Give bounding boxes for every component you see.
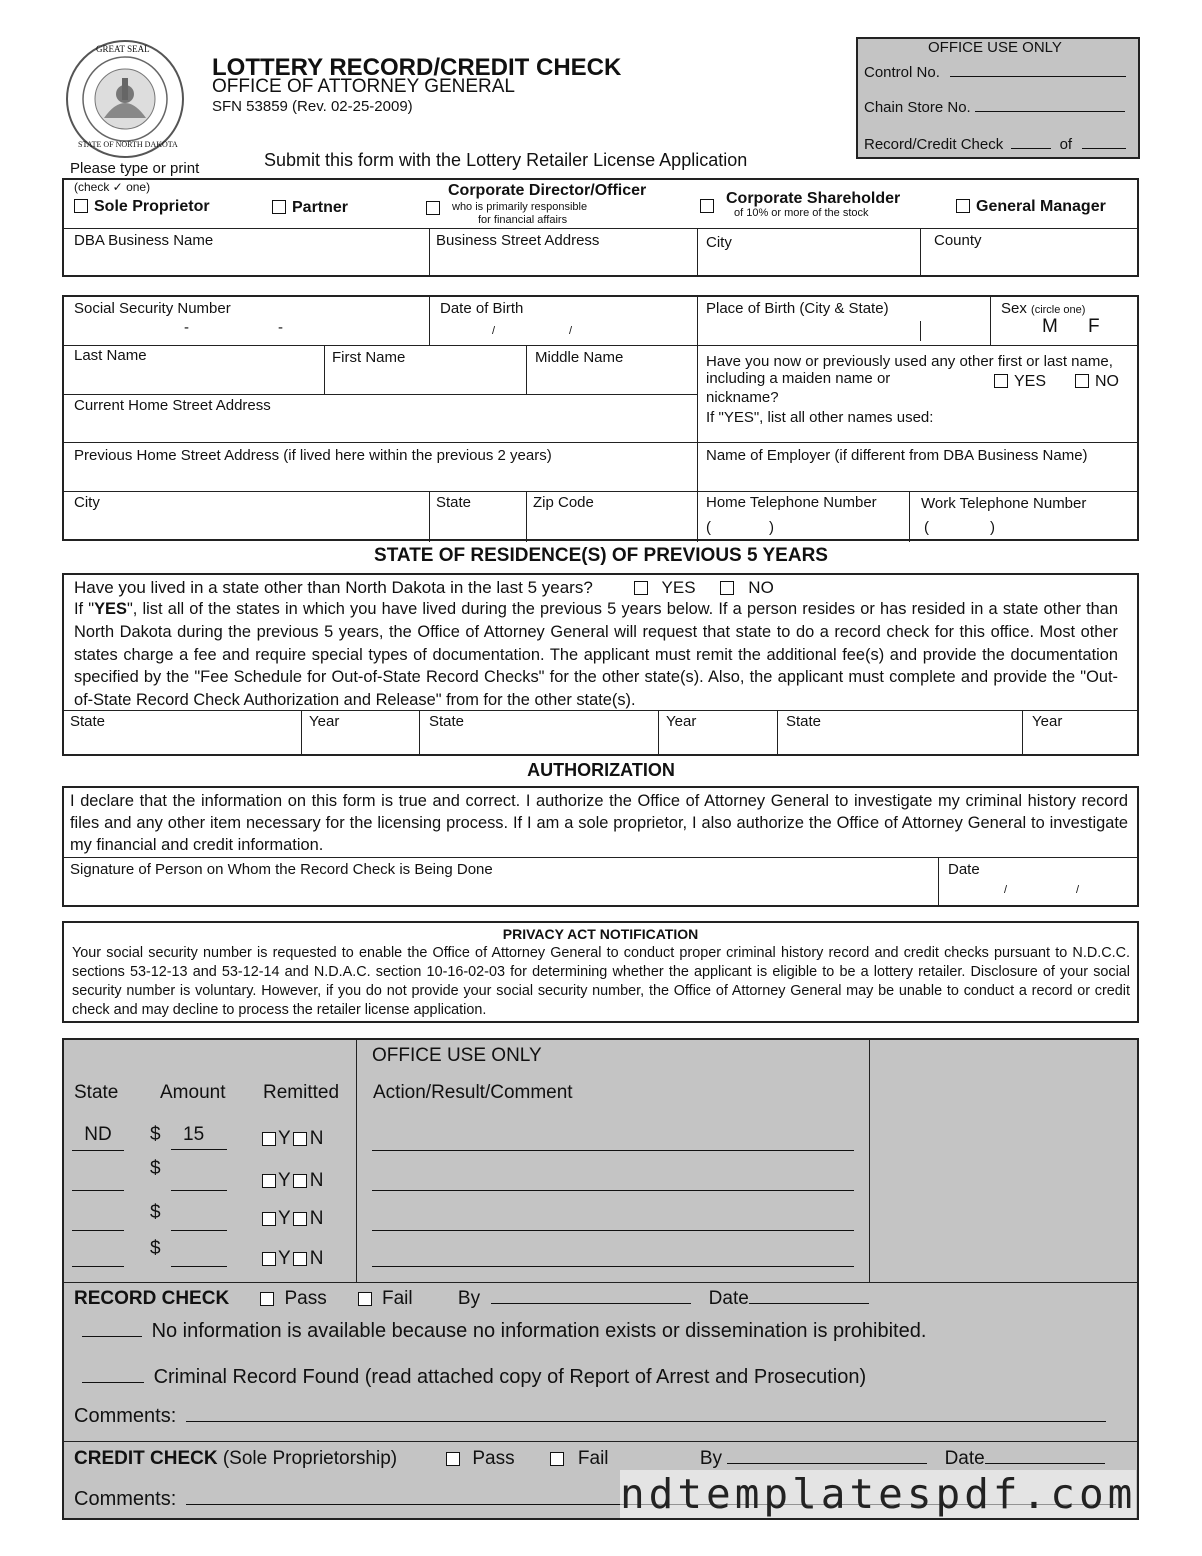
residence-state-3[interactable]: State bbox=[786, 713, 822, 730]
col-action: Action/Result/Comment bbox=[373, 1082, 573, 1103]
please-type-note: Please type or print bbox=[70, 160, 200, 177]
residence-instructions: If "YES", list all of the states in which you have lived during the previous 5 years below. If a person resides or has resided in a state other than North Dakota during the previous 5 years, the Office of Attorney General will request that state to do a record check for this office. Most other states charge a fee and require special types of documentation. The applicant must remit the additional fee(s) and provide the documentation specified by the "Fee Schedule for Out-of-State Record Checks" for the other state(s). Also, the applicant must complete and provide the "Out-of-State Record Check Authorization and Release" from for the other state(s). bbox=[74, 600, 1118, 710]
watermark: ndtemplatespdf.com bbox=[620, 1470, 1137, 1518]
record-comments-row[interactable] bbox=[74, 1405, 1106, 1428]
other-names-question-4: If "YES", list all other names used: bbox=[706, 409, 934, 426]
dollar-sign: $ bbox=[150, 1124, 161, 1145]
credit-comments-label: Comments: bbox=[74, 1488, 177, 1510]
seal-bottom-text: STATE OF NORTH DAKOTA bbox=[78, 140, 178, 149]
authorization-box bbox=[62, 786, 1139, 907]
credit-check-date-line[interactable] bbox=[985, 1447, 1105, 1464]
checkbox[interactable] bbox=[720, 581, 734, 595]
ssn-separator: - bbox=[278, 319, 283, 336]
previous-address-field[interactable]: Previous Home Street Address (if lived here within the previous 2 years) bbox=[74, 447, 552, 464]
home-city-field[interactable]: City bbox=[74, 494, 100, 511]
ssn-separator: - bbox=[184, 319, 189, 336]
residence-section-title: STATE OF RESIDENCE(S) OF PREVIOUS 5 YEARS bbox=[374, 545, 828, 566]
record-check-by-line[interactable] bbox=[491, 1287, 691, 1304]
checkbox[interactable] bbox=[272, 200, 286, 214]
fee-row-amount[interactable] bbox=[171, 1158, 227, 1191]
date-separator: / bbox=[1004, 884, 1008, 896]
fee-row-amount[interactable] bbox=[171, 1202, 227, 1231]
ssn-field[interactable]: Social Security Number bbox=[74, 300, 231, 317]
paren: ) bbox=[769, 519, 774, 536]
fee-row[interactable] bbox=[72, 1124, 862, 1154]
credit-check-pass[interactable]: Pass bbox=[446, 1448, 514, 1469]
action-line[interactable] bbox=[372, 1238, 854, 1267]
dollar-sign: $ bbox=[150, 1238, 161, 1259]
checkbox[interactable] bbox=[293, 1252, 307, 1266]
privacy-text: Your social security number is requested to enable the Office of Attorney General to conduct proper criminal history record and credit checks pursuant to N.D.C.C. sections 53-12-13 and 53-12-14 and N.D.A.C. section 10-16-02-03 for determining whether the applicant is eligible to be a lottery retailer. Disclosure of your social security number is voluntary. However, if you do not provide your social security number, the Office of Attorney General may be unable to conduct a record or credit check and may decline to process the retailer license application. bbox=[72, 945, 1130, 1018]
checkbox[interactable] bbox=[1075, 374, 1089, 388]
checkbox[interactable] bbox=[293, 1174, 307, 1188]
no-info-row[interactable] bbox=[82, 1320, 926, 1343]
personal-info-box bbox=[62, 295, 1139, 541]
criminal-found-text: Criminal Record Found (read attached copy of Report of Arrest and Prosecution) bbox=[153, 1366, 867, 1388]
checkbox[interactable] bbox=[634, 581, 648, 595]
current-address-field[interactable]: Current Home Street Address bbox=[74, 397, 271, 414]
fee-row-state[interactable]: ND bbox=[72, 1124, 124, 1151]
signature-date-field[interactable]: Date bbox=[948, 861, 980, 878]
sex-label: Sex (circle one) bbox=[1001, 300, 1086, 317]
home-state-field[interactable]: State bbox=[436, 494, 472, 511]
record-comments-label: Comments: bbox=[74, 1405, 177, 1427]
checkbox[interactable] bbox=[956, 199, 970, 213]
other-names-question-2: including a maiden name or bbox=[706, 370, 891, 387]
credit-check-fail[interactable]: Fail bbox=[550, 1448, 609, 1469]
role-sole-proprietor[interactable]: Sole Proprietor bbox=[74, 198, 210, 216]
paren: ) bbox=[990, 519, 995, 536]
fee-row-state[interactable] bbox=[72, 1202, 124, 1231]
fee-row-state[interactable] bbox=[72, 1238, 124, 1267]
checkbox[interactable] bbox=[262, 1212, 276, 1226]
role-business-box: (check ✓ one) Sole Proprietor Partner Corporate Director/Officer who is primarily responsible for financial affairs Corporate Shareholder of 10% or more of the stock General Manager DBA Business Name Business Street Address City County bbox=[62, 178, 1139, 277]
credit-check-label: CREDIT CHECK bbox=[74, 1448, 218, 1469]
authorization-text: I declare that the information on this form is true and correct. I authorize the Office of Attorney General to investigate my criminal history record files and any other item necessary for the licensing process. If I am a sole proprietor, I also authorize the Office of Attorney General to investigate my financial and credit information. bbox=[70, 792, 1128, 854]
residence-year-3[interactable]: Year bbox=[1032, 713, 1063, 730]
record-check-label: RECORD CHECK bbox=[74, 1288, 230, 1309]
checkbox[interactable] bbox=[700, 199, 714, 213]
remitted-yn[interactable]: Y N bbox=[262, 1208, 323, 1230]
other-names-question: Have you now or previously used any other first or last name, bbox=[706, 353, 1113, 370]
residence-question: Have you lived in a state other than North Dakota in the last 5 years? bbox=[74, 578, 593, 597]
criminal-found-row[interactable] bbox=[82, 1366, 866, 1389]
first-name-field[interactable]: First Name bbox=[332, 349, 406, 366]
middle-name-field[interactable]: Middle Name bbox=[535, 349, 624, 366]
action-line[interactable] bbox=[372, 1202, 854, 1231]
home-phone-field[interactable]: Home Telephone Number bbox=[706, 494, 877, 511]
office-use-top-box bbox=[856, 37, 1140, 159]
residence-state-1[interactable]: State bbox=[70, 713, 106, 730]
paren: ( bbox=[924, 519, 929, 536]
credit-check-date: Date bbox=[944, 1448, 985, 1469]
business-county-field[interactable]: County bbox=[934, 232, 982, 249]
control-no-label: Control No. bbox=[864, 64, 940, 81]
col-amount: Amount bbox=[160, 1082, 226, 1103]
record-check-row bbox=[74, 1287, 869, 1310]
remitted-yn[interactable]: Y N bbox=[262, 1170, 323, 1192]
checkbox[interactable] bbox=[260, 1292, 274, 1306]
checkbox[interactable] bbox=[293, 1212, 307, 1226]
business-city-field[interactable]: City bbox=[706, 234, 732, 251]
other-names-no[interactable]: NO bbox=[1075, 373, 1119, 391]
office-use-bottom-box bbox=[62, 1038, 1139, 1520]
record-check-pass[interactable]: Pass bbox=[260, 1288, 326, 1309]
business-street-field[interactable]: Business Street Address bbox=[436, 232, 600, 249]
checkbox[interactable] bbox=[994, 374, 1008, 388]
residence-state-2[interactable]: State bbox=[429, 713, 465, 730]
record-check-date-line[interactable] bbox=[749, 1287, 869, 1304]
of-label: of bbox=[1059, 136, 1073, 153]
checkbox[interactable] bbox=[358, 1292, 372, 1306]
dob-separator: / bbox=[569, 325, 573, 337]
office-use-bottom-title: OFFICE USE ONLY bbox=[372, 1045, 542, 1066]
record-check-by: By bbox=[457, 1288, 481, 1309]
col-state: State bbox=[74, 1082, 119, 1103]
check-one-note: (check ✓ one) bbox=[74, 180, 151, 194]
chain-store-label: Chain Store No. bbox=[864, 99, 971, 116]
checkbox[interactable] bbox=[74, 199, 88, 213]
other-names-yes[interactable]: YES bbox=[994, 373, 1046, 391]
no-info-text: No information is available because no information exists or dissemination is prohibited. bbox=[151, 1320, 927, 1342]
state-seal bbox=[64, 38, 186, 160]
form-title: LOTTERY RECORD/CREDIT CHECK bbox=[212, 54, 622, 81]
record-check-fail[interactable]: Fail bbox=[358, 1288, 413, 1309]
checkbox[interactable] bbox=[550, 1452, 564, 1466]
other-names-question-3: nickname? bbox=[706, 389, 779, 406]
credit-check-row bbox=[74, 1447, 1105, 1470]
credit-check-by-line[interactable] bbox=[727, 1447, 927, 1464]
residence-year-1[interactable]: Year bbox=[309, 713, 340, 730]
fee-row[interactable] bbox=[72, 1202, 862, 1232]
agency-name: OFFICE OF ATTORNEY GENERAL bbox=[212, 76, 515, 97]
date-separator: / bbox=[1076, 884, 1080, 896]
residence-year-2[interactable]: Year bbox=[666, 713, 697, 730]
residence-question-row bbox=[74, 578, 774, 598]
fee-row-amount[interactable]: 15 bbox=[171, 1124, 227, 1150]
record-credit-row[interactable] bbox=[864, 132, 1126, 153]
sex-m-option[interactable]: M bbox=[1042, 316, 1058, 337]
zip-code-field[interactable]: Zip Code bbox=[533, 494, 594, 511]
last-name-field[interactable]: Last Name bbox=[74, 347, 147, 364]
employer-field[interactable]: Name of Employer (if different from DBA Business Name) bbox=[706, 447, 1088, 464]
checkbox[interactable] bbox=[262, 1132, 276, 1146]
chain-store-row[interactable] bbox=[864, 95, 1125, 116]
checkbox[interactable] bbox=[426, 201, 440, 215]
fee-row-state[interactable] bbox=[72, 1158, 124, 1191]
record-check-date: Date bbox=[708, 1288, 749, 1309]
dob-separator: / bbox=[492, 325, 496, 337]
fee-row[interactable] bbox=[72, 1158, 862, 1192]
action-line[interactable] bbox=[372, 1158, 854, 1191]
residence-yes[interactable]: YES bbox=[634, 578, 696, 597]
action-line[interactable] bbox=[372, 1124, 854, 1151]
work-phone-field[interactable]: Work Telephone Number bbox=[921, 495, 1087, 512]
place-of-birth-field[interactable]: Place of Birth (City & State) bbox=[706, 300, 889, 317]
privacy-box bbox=[62, 921, 1139, 1023]
dollar-sign: $ bbox=[150, 1202, 161, 1223]
control-no-row[interactable] bbox=[864, 60, 1126, 81]
dollar-sign: $ bbox=[150, 1158, 161, 1179]
paren: ( bbox=[706, 519, 711, 536]
remitted-yn[interactable]: Y N bbox=[262, 1248, 323, 1270]
signature-field[interactable]: Signature of Person on Whom the Record Check is Being Done bbox=[70, 861, 493, 878]
col-remitted: Remitted bbox=[263, 1082, 340, 1103]
dob-field[interactable]: Date of Birth bbox=[440, 300, 524, 317]
submit-note: Submit this form with the Lottery Retailer License Application bbox=[264, 150, 748, 170]
fee-row[interactable] bbox=[72, 1238, 862, 1268]
credit-check-by: By bbox=[699, 1448, 722, 1469]
credit-check-sub: (Sole Proprietorship) bbox=[222, 1448, 398, 1469]
fee-row-amount[interactable] bbox=[171, 1238, 227, 1267]
checkbox[interactable] bbox=[262, 1174, 276, 1188]
sex-f-option[interactable]: F bbox=[1088, 316, 1100, 337]
dba-business-name-field[interactable]: DBA Business Name bbox=[74, 232, 214, 249]
remitted-yn[interactable]: Y N bbox=[262, 1128, 323, 1150]
form-number: SFN 53859 (Rev. 02-25-2009) bbox=[212, 98, 413, 115]
residence-box bbox=[62, 573, 1139, 756]
record-credit-label: Record/Credit Check bbox=[864, 136, 1004, 153]
checkbox[interactable] bbox=[293, 1132, 307, 1146]
residence-no[interactable]: NO bbox=[720, 578, 774, 597]
checkbox[interactable] bbox=[446, 1452, 460, 1466]
checkbox[interactable] bbox=[262, 1252, 276, 1266]
role-general-manager[interactable]: General Manager bbox=[956, 198, 1106, 216]
privacy-title: PRIVACY ACT NOTIFICATION bbox=[502, 926, 699, 942]
seal-top-text: GREAT SEAL bbox=[96, 44, 150, 54]
role-partner[interactable]: Partner bbox=[272, 199, 348, 217]
office-use-top-title: OFFICE USE ONLY bbox=[928, 39, 1062, 56]
authorization-section-title: AUTHORIZATION bbox=[527, 760, 675, 780]
